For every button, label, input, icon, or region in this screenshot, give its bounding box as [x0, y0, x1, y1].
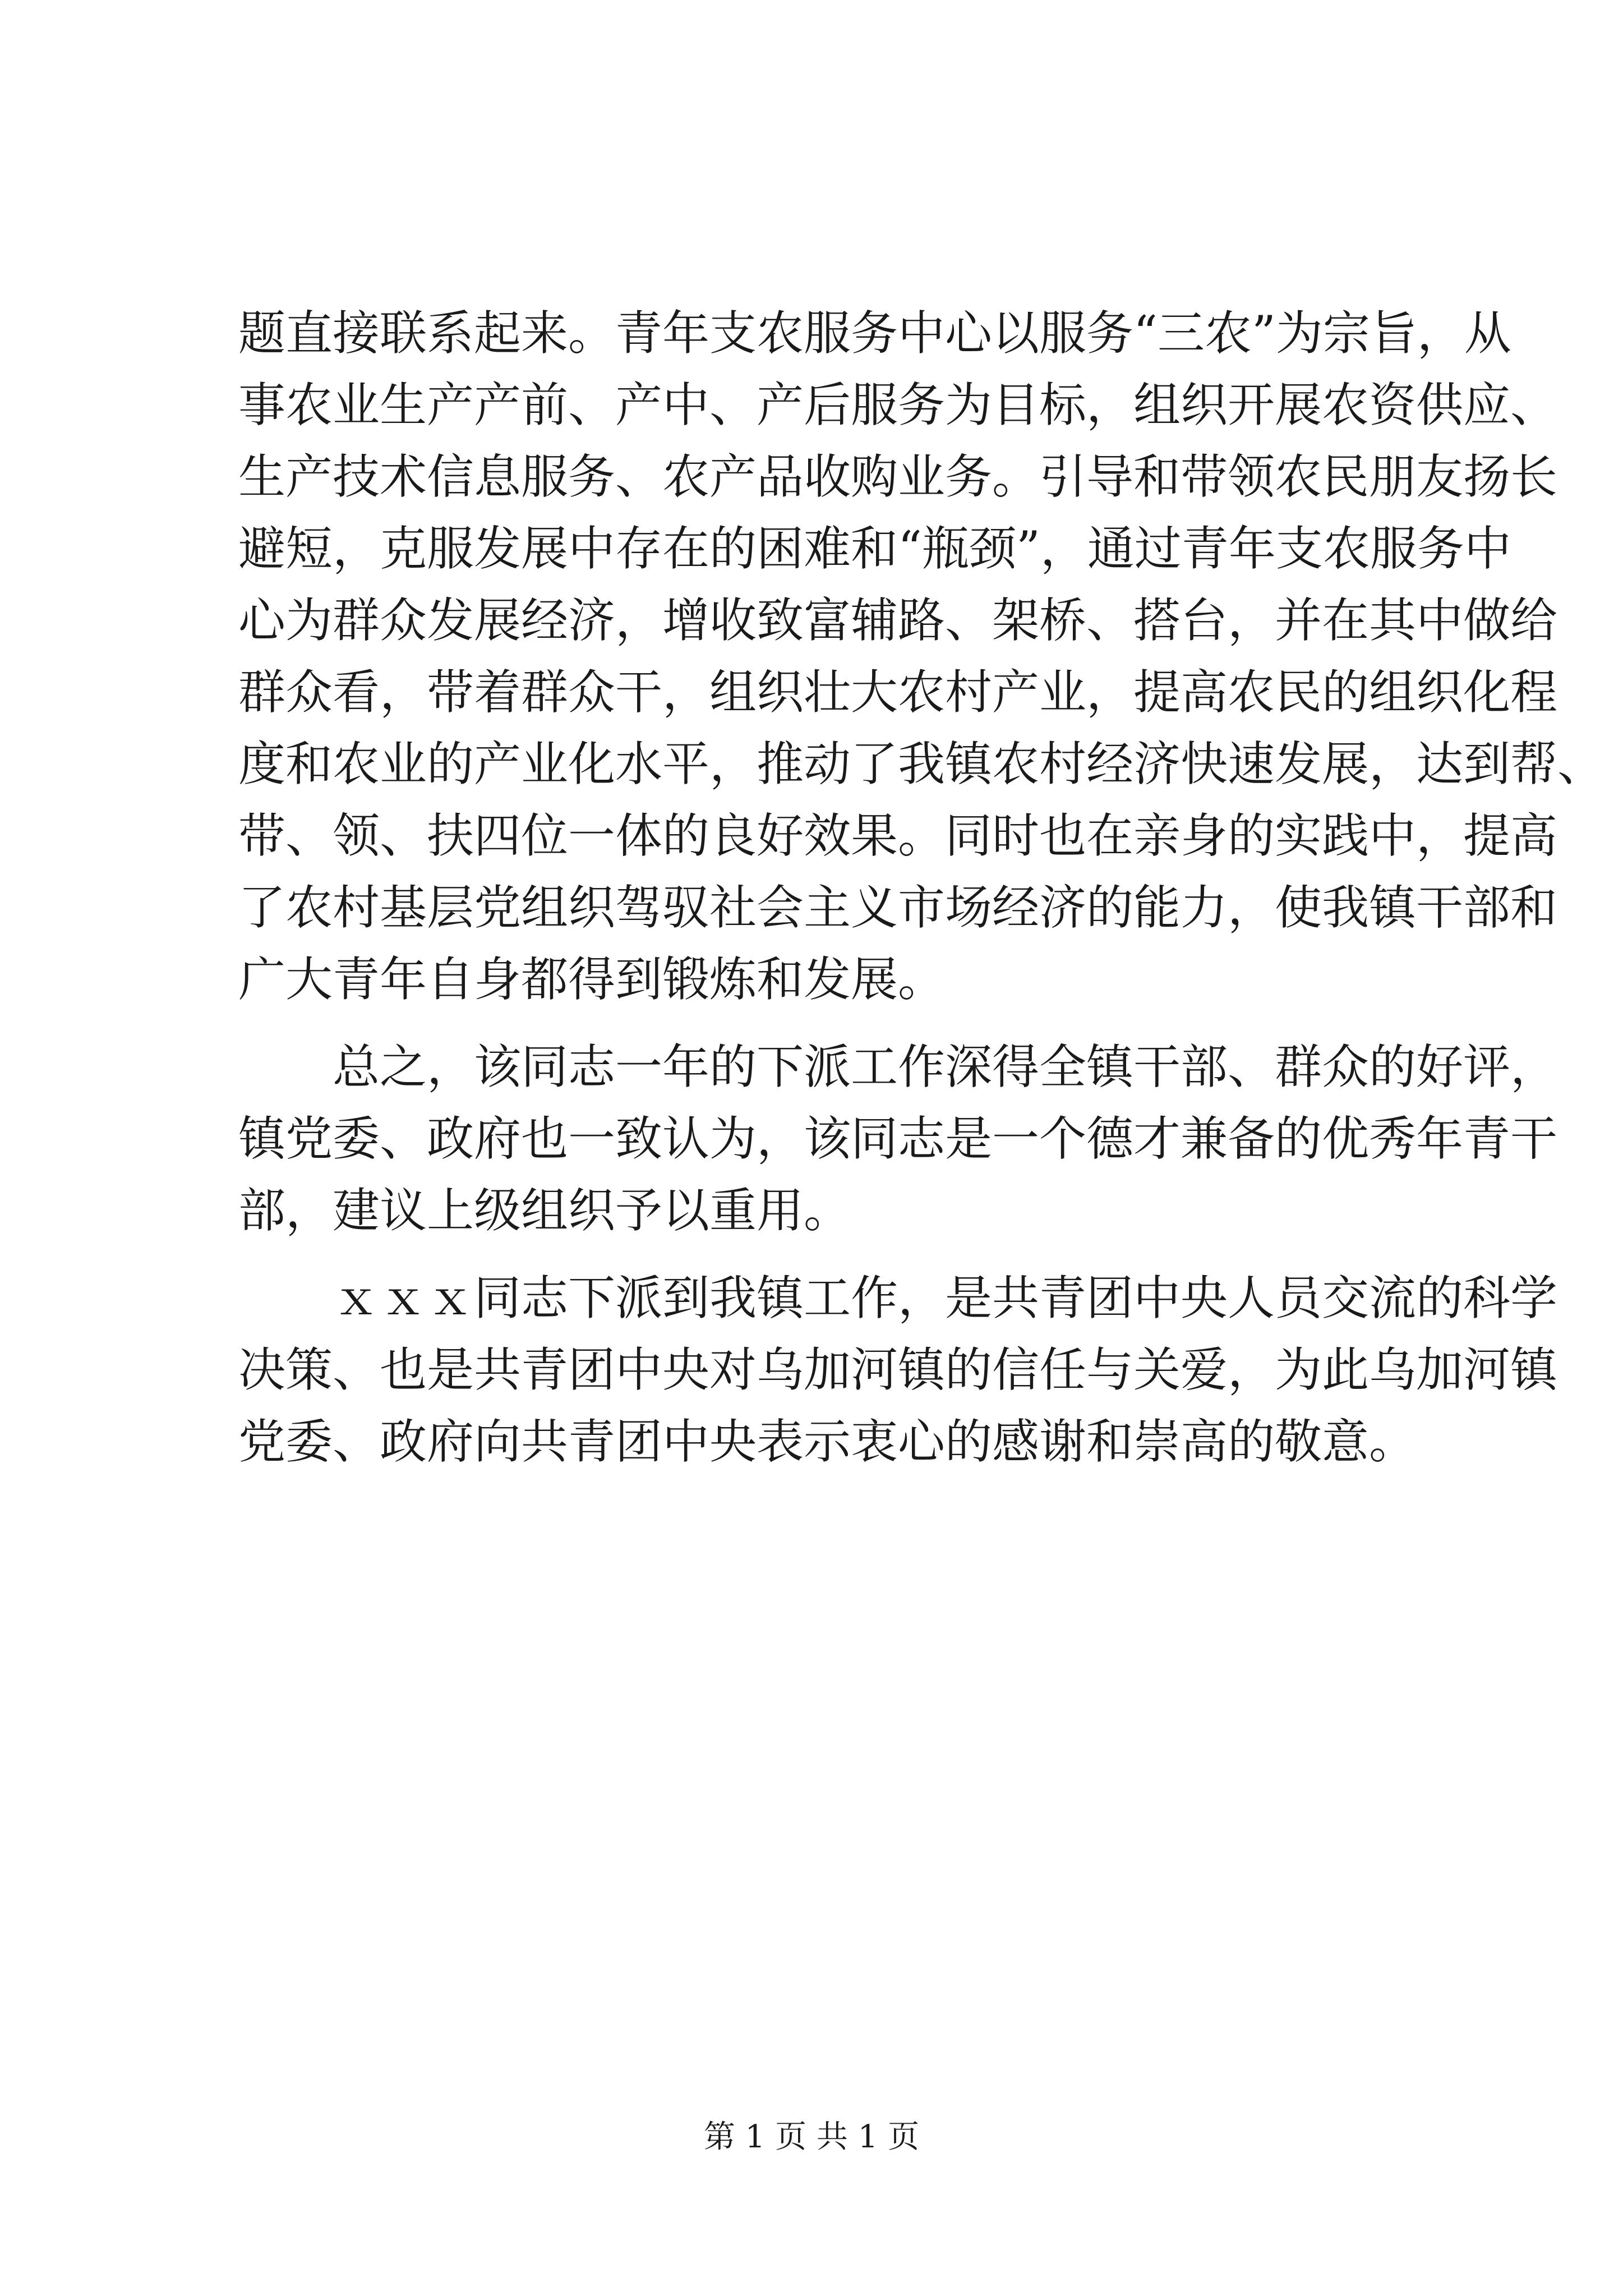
paragraph-line: 镇党委、政府也一致认为，该同志是一个德才兼备的优秀年青干	[238, 1111, 1558, 1166]
paragraph-line: 避短，克服发展中存在的困难和“瓶颈”，通过青年支农服务中	[238, 521, 1511, 576]
paragraph-line: 决策、也是共青团中央对乌加河镇的信任与关爱，为此乌加河镇	[238, 1342, 1558, 1397]
paragraph-line: 总之，该同志一年的下派工作深得全镇干部、群众的好评，	[333, 1039, 1558, 1094]
paragraph-line: ｘｘｘ同志下派到我镇工作，是共青团中央人员交流的科学	[333, 1271, 1558, 1326]
paragraph-line: 党委、政府向共青团中央表示衷心的感谢和崇高的敬意。	[238, 1414, 1417, 1469]
paragraph-line: 题直接联系起来。青年支农服务中心以服务“三农”为宗旨，从	[238, 306, 1511, 361]
paragraph-3	[238, 1262, 1558, 1478]
paragraph-line: 事农业生产产前、产中、产后服务为目标，组织开展农资供应、	[238, 378, 1558, 432]
paragraph-1	[238, 297, 1605, 1015]
paragraph-line: 群众看，带着群众干，组织壮大农村产业，提高农民的组织化程	[238, 665, 1558, 720]
paragraph-line: 度和农业的产业化水平，推动了我镇农村经济快速发展，达到帮、	[238, 737, 1605, 792]
paragraph-line: 带、领、扶四位一体的良好效果。同时也在亲身的实践中，提高	[238, 808, 1558, 863]
paragraph-line: 生产技术信息服务、农产品收购业务。引导和带领农民朋友扬长	[238, 449, 1558, 504]
paragraph-line: 心为群众发展经济，增收致富辅路、架桥、搭台，并在其中做给	[238, 593, 1558, 648]
page-number: 第 1 页 共 1 页	[703, 2119, 920, 2155]
paragraph-2	[238, 1031, 1558, 1246]
paragraph-line: 部，建议上级组织予以重用。	[238, 1183, 851, 1238]
paragraph-line: 了农村基层党组织驾驭社会主义市场经济的能力，使我镇干部和	[238, 880, 1558, 935]
document-body	[238, 297, 1605, 1493]
page-footer	[0, 2112, 1623, 2157]
paragraph-line: 广大青年自身都得到锻炼和发展。	[238, 952, 946, 1007]
